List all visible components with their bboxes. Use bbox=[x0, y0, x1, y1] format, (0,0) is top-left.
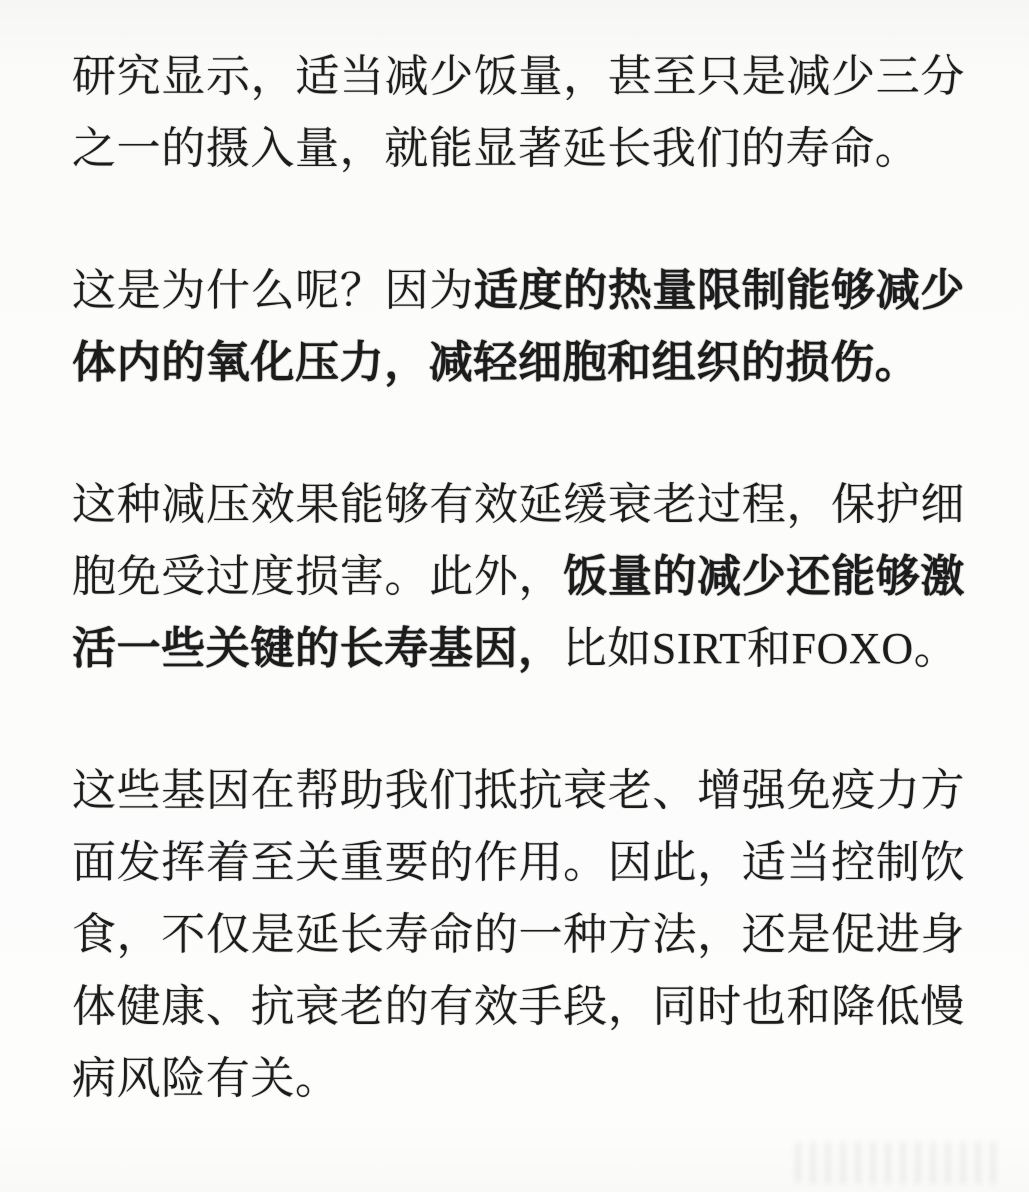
paragraph-2 bbox=[72, 255, 965, 399]
paragraph-3 bbox=[72, 469, 965, 685]
text-segment: 这是为什么呢？因为 bbox=[72, 266, 474, 315]
article bbox=[72, 41, 965, 1185]
paragraph-1 bbox=[72, 41, 965, 185]
text-segment: 比如SIRT和FOXO。 bbox=[562, 624, 959, 673]
paragraph-4 bbox=[72, 755, 965, 1115]
text-segment-bold: 适度的热量限制能够减少体内的氧化压力，减轻细胞和组织的损伤。 bbox=[72, 266, 965, 387]
text-segment: 这种减压效果能够有效延缓衰老过程，保护细胞免受过度损害。此外， bbox=[72, 480, 965, 601]
text-segment: 这些基因在帮助我们抵抗衰老、增强免疫力方面发挥着至关重要的作用。因此，适当控制饮食，不仅是延长寿命的一种方法，还是促进身体健康、抗衰老的有效手段，同时也和降低慢病风险有关。 bbox=[72, 766, 965, 1103]
text-segment-bold: 饭量的减少还能够激活一些关键的长寿基因， bbox=[72, 552, 965, 673]
text-segment: 研究显示，适当减少饭量，甚至只是减少三分之一的摄入量，就能显著延长我们的寿命。 bbox=[72, 52, 965, 173]
